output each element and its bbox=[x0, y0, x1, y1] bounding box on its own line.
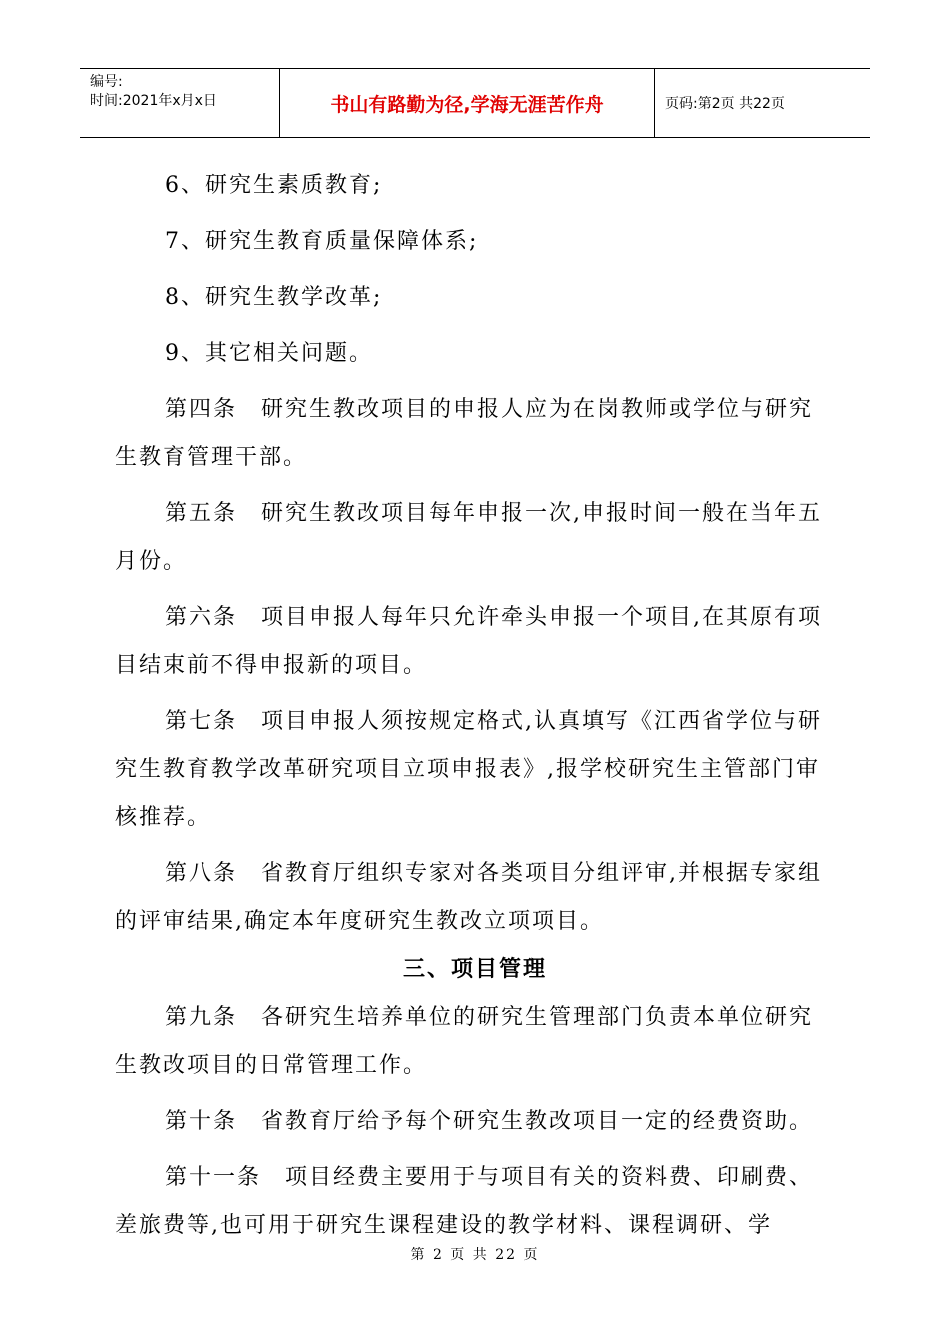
document-number-label: 编号: bbox=[90, 74, 123, 90]
section-title: 三、项目管理 bbox=[402, 957, 547, 982]
document-body bbox=[115, 162, 835, 1250]
article-paragraph: 第七条 项目申报人须按规定格式,认真填写《江西省学位与研究生教育教学改革研究项目立项申报表》,报学校研究生主管部门审核推荐。 bbox=[115, 709, 822, 830]
header-meta bbox=[80, 69, 280, 137]
article-paragraph: 第五条 研究生教改项目每年申报一次,申报时间一般在当年五月份。 bbox=[115, 501, 822, 574]
document-header bbox=[80, 68, 870, 138]
article-paragraph: 第十一条 项目经费主要用于与项目有关的资料费、印刷费、差旅费等,也可用于研究生课程建设的教学材料、课程调研、学 bbox=[115, 1165, 814, 1238]
article-paragraph: 第十条 省教育厅给予每个研究生教改项目一定的经费资助。 bbox=[165, 1109, 814, 1134]
list-item: 8、研究生教学改革; bbox=[165, 285, 383, 310]
list-item: 7、研究生教育质量保障体系; bbox=[165, 229, 479, 254]
list-item: 6、研究生素质教育; bbox=[165, 173, 383, 198]
header-page-info: 页码:第2页 共22页 bbox=[665, 96, 785, 112]
article-paragraph: 第八条 省教育厅组织专家对各类项目分组评审,并根据专家组的评审结果,确定本年度研究生教改立项项目。 bbox=[115, 861, 822, 934]
article-paragraph: 第九条 各研究生培养单位的研究生管理部门负责本单位研究生教改项目的日常管理工作。 bbox=[115, 1005, 814, 1078]
page-footer: 第 2 页 共 22 页 bbox=[410, 1247, 540, 1263]
article-paragraph: 第六条 项目申报人每年只允许牵头申报一个项目,在其原有项目结束前不得申报新的项目。 bbox=[115, 605, 822, 678]
article-paragraph: 第四条 研究生教改项目的申报人应为在岗教师或学位与研究生教育管理干部。 bbox=[115, 397, 814, 470]
document-time: 时间:2021年x月x日 bbox=[90, 93, 217, 109]
list-item: 9、其它相关问题。 bbox=[165, 341, 373, 366]
header-motto: 书山有路勤为径,学海无涯苦作舟 bbox=[280, 69, 655, 137]
